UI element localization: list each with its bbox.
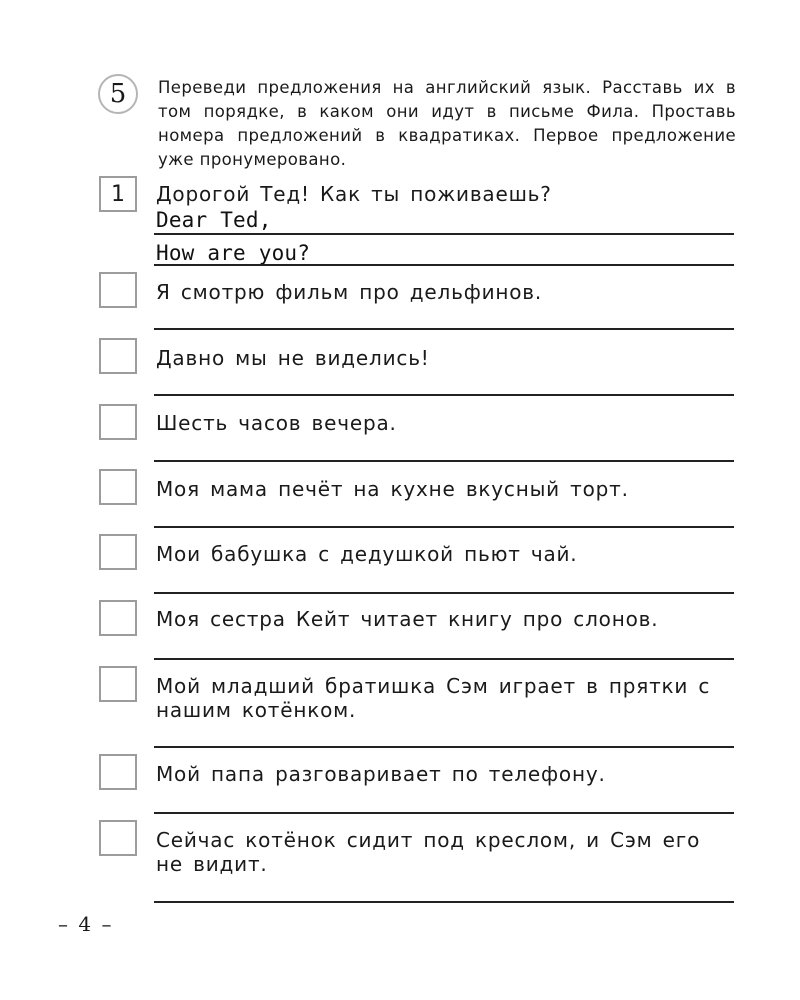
answer-line[interactable] <box>154 328 734 330</box>
sentence-text: Сейчас котёнок сидит под креслом, и Сэм его не видит. <box>156 828 701 876</box>
order-number-box[interactable] <box>99 272 137 308</box>
answer-line[interactable] <box>154 592 734 594</box>
order-number-box[interactable] <box>99 534 137 570</box>
order-number-box[interactable] <box>99 754 137 790</box>
sentence-text: Давно мы не виделись! <box>156 346 430 370</box>
answer-line[interactable] <box>154 233 734 235</box>
sentence-text: Я смотрю фильм про дельфинов. <box>156 280 543 304</box>
answer-line[interactable] <box>154 264 734 266</box>
page-number: – 4 – <box>58 912 114 936</box>
sentence-text: Мои бабушка с дедушкой пьют чай. <box>156 542 578 566</box>
task-instruction: Переведи предложения на английский язык. Расставь их в том порядке, в каком они идут в письме Фила. Проставь номера предложений в квадратиках. Первое предложение уже пронумеровано. <box>158 78 736 169</box>
sentence-text: Моя сестра Кейт читает книгу про слонов. <box>156 607 659 631</box>
answer-line[interactable] <box>154 746 734 748</box>
sentence-text: Моя мама печёт на кухне вкусный торт. <box>156 477 629 501</box>
answer-line[interactable] <box>154 460 734 462</box>
answer-line[interactable] <box>154 658 734 660</box>
sentence-text: Дорогой Тед! Как ты поживаешь? <box>156 182 552 206</box>
order-number-box[interactable] <box>99 666 137 702</box>
handwritten-answer: How are you? <box>156 241 311 265</box>
sentence-text: Шесть часов вечера. <box>156 411 397 435</box>
order-number-box[interactable] <box>99 404 137 440</box>
task-number-badge: 5 <box>98 74 138 114</box>
sentence-text: Мой папа разговаривает по телефону. <box>156 762 606 786</box>
sentence-text: Мой младший братишка Сэм играет в прятки с нашим котёнком. <box>156 674 711 722</box>
answer-line[interactable] <box>154 812 734 814</box>
order-number-box[interactable] <box>99 338 137 374</box>
order-number-box[interactable] <box>99 820 137 856</box>
answer-line[interactable] <box>154 901 734 903</box>
answer-line[interactable] <box>154 526 734 528</box>
answer-line[interactable] <box>154 394 734 396</box>
order-number-box[interactable] <box>99 600 137 636</box>
order-number-box[interactable] <box>99 469 137 505</box>
order-number-box[interactable]: 1 <box>99 176 137 212</box>
handwritten-answer: Dear Ted, <box>156 208 272 232</box>
